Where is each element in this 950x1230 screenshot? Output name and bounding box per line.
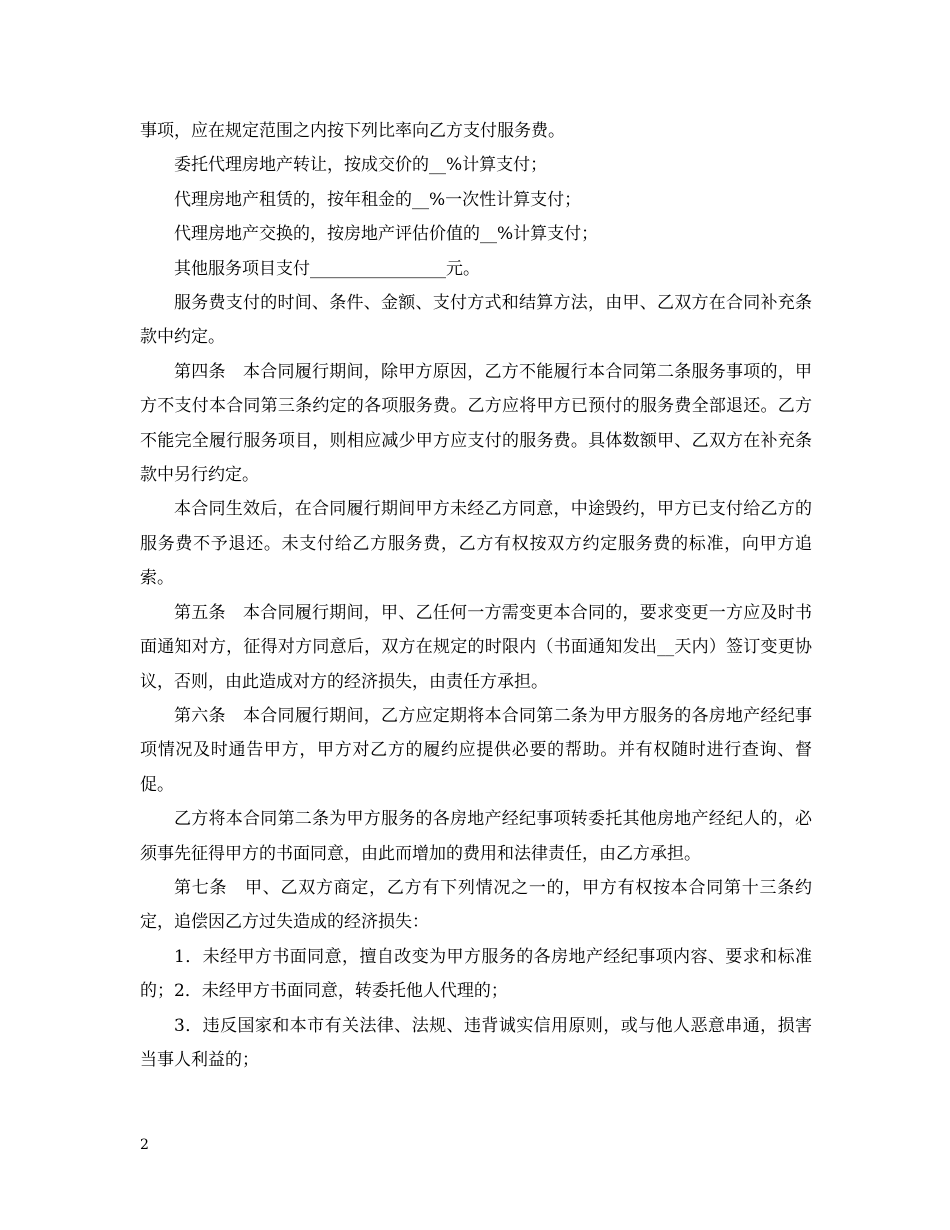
paragraph-article-5: 第五条 本合同履行期间，甲、乙任何一方需变更本合同的，要求变更一方应及时书面通知对方，征得对方同意后，双方在规定的时限内（书面通知发出__天内）签订变更协议，否则，由此造成对方的经济损失，由责任方承担。 [140,602,812,692]
paragraph-subcontracting: 乙方将本合同第二条为甲方服务的各房地产经纪事项转委托其他房地产经纪人的，必须事先征得甲方的书面同意，由此而增加的费用和法律责任，由乙方承担。 [140,809,812,864]
paragraph-no-refund: 本合同生效后，在合同履行期间甲方未经乙方同意，中途毁约，甲方已支付给乙方的服务费不予退还。未支付给乙方服务费，乙方有权按双方约定服务费的标准，向甲方追索。 [140,499,812,589]
paragraph-item-3: 3．违反国家和本市有关法律、法规、违背诚实信用原则，或与他人恶意串通，损害当事人利益的； [140,1015,812,1070]
paragraph-payment-terms: 服务费支付的时间、条件、金额、支付方式和结算方法，由甲、乙双方在合同补充条款中约定。 [140,293,812,348]
page-number: 2 [140,1137,149,1153]
paragraph-other-services: 其他服务项目支付________________元。 [174,258,480,279]
paragraph-article-7: 第七条 甲、乙双方商定，乙方有下列情况之一的，甲方有权按本合同第十三条约定，追偿因乙方过失造成的经济损失： [140,877,812,933]
paragraph-article-4: 第四条 本合同履行期间，除甲方原因，乙方不能履行本合同第二条服务事项的，甲方不支付本合同第三条约定的各项服务费。乙方应将甲方已预付的服务费全部退还。乙方不能完全履行服务项目，则相应减少甲方应支付的服务费。具体数额甲、乙双方在补充条款中另行约定。 [140,361,812,486]
paragraph-article-6: 第六条 本合同履行期间，乙方应定期将本合同第二条为甲方服务的各房地产经纪事项情况及时通告甲方，甲方对乙方的履约应提供必要的帮助。并有权随时进行查询、督促。 [140,705,812,795]
document-body [140,114,812,1077]
paragraph-item-1-2: 1．未经甲方书面同意，擅自改变为甲方服务的各房地产经纪事项内容、要求和标准的；2．未经甲方书面同意，转委托他人代理的； [140,946,812,1002]
paragraph-exchange-rate: 代理房地产交换的，按房地产评估价值的__%计算支付； [174,224,599,245]
paragraph-lease-rate: 代理房地产租赁的，按年租金的__%一次性计算支付； [174,189,582,210]
paragraph-transfer-rate: 委托代理房地产转让，按成交价的__%计算支付； [174,155,548,176]
paragraph-continuation: 事项，应在规定范围之内按下列比率向乙方支付服务费。 [140,121,565,141]
